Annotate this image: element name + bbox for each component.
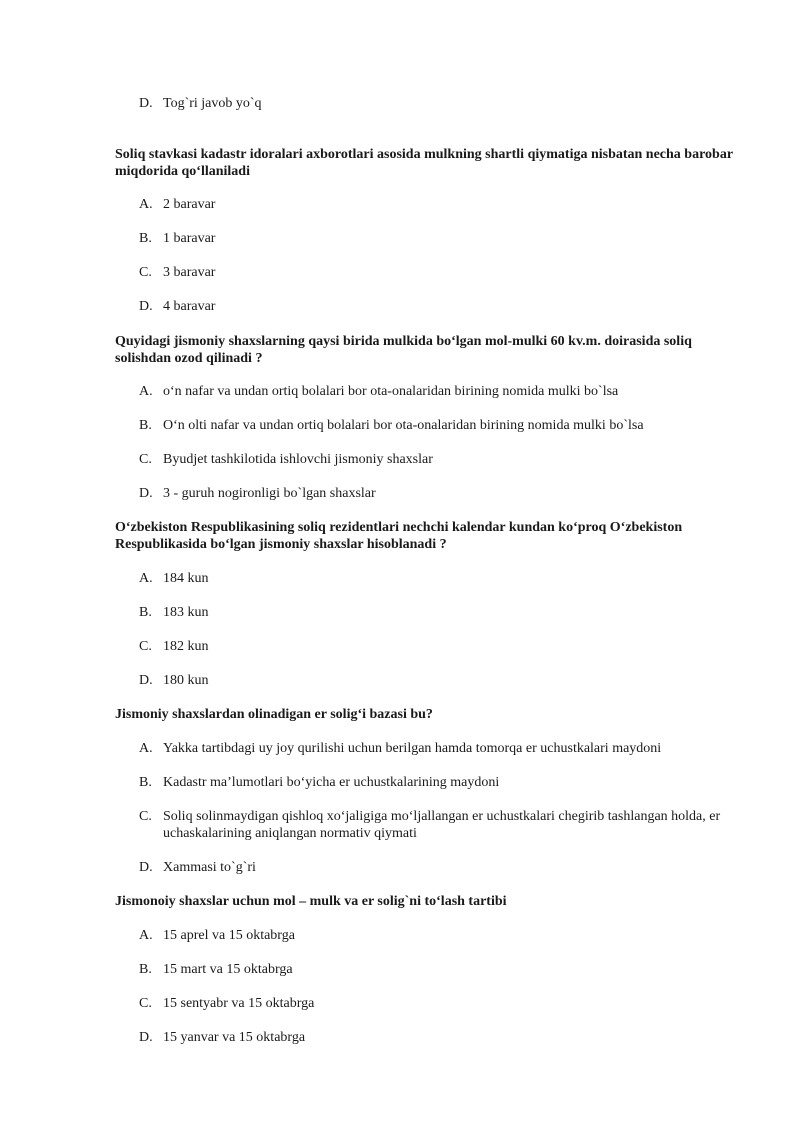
option-item xyxy=(139,451,749,468)
option-text: 15 mart va 15 oktabrga xyxy=(163,962,293,977)
option-item xyxy=(139,485,749,502)
option-item xyxy=(139,230,749,247)
option-letter: A. xyxy=(139,197,153,212)
option-letter: D. xyxy=(139,486,153,501)
question-text: O‘zbekiston Respublikasining soliq rezidentlari nechchi kalendar kundan ko‘proq O‘zbekiston Respublikasida bo‘lgan jismoniy shaxslar hisoblanadi ? xyxy=(115,520,683,552)
option-letter: A. xyxy=(139,741,153,756)
option-item xyxy=(139,570,749,587)
option-text: Byudjet tashkilotida ishlovchi jismoniy shaxslar xyxy=(163,452,433,467)
option-text: 15 yanvar va 15 oktabrga xyxy=(163,1030,306,1045)
option-letter: B. xyxy=(139,418,152,433)
option-text: O‘n olti nafar va undan ortiq bolalari bor ota-onalaridan birining nomida mulki bo`lsa xyxy=(163,418,644,433)
question-text: Soliq stavkasi kadastr idoralari axborotlari asosida mulkning shartli qiymatiga nisbatan necha barobar miqdorida qo‘llaniladi xyxy=(115,147,733,179)
option-text: 3 - guruh nogironligi bo`lgan shaxslar xyxy=(163,486,376,501)
option-letter: D. xyxy=(139,96,153,111)
option-letter: A. xyxy=(139,384,153,399)
option-text: Xammasi to`g`ri xyxy=(163,860,256,875)
question-text: Jismoniy shaxslardan olinadigan er solig‘i bazasi bu? xyxy=(115,707,433,722)
option-item xyxy=(139,298,749,315)
option-letter: B. xyxy=(139,962,152,977)
option-text: o‘n nafar va undan ortiq bolalari bor ota-onalaridan birining nomida mulki bo`lsa xyxy=(163,384,619,399)
option-text: Soliq solinmaydigan qishloq xo‘jaligiga mo‘ljallangan er uchustkalari chegirib tashlangan holda, er uchaskalarining aniqlangan normativ qiymati xyxy=(163,809,721,841)
option-text: 2 baravar xyxy=(163,197,216,212)
option-item xyxy=(139,774,749,791)
option-letter: D. xyxy=(139,1030,153,1045)
option-item xyxy=(139,196,749,213)
option-text: 182 kun xyxy=(163,639,209,654)
option-letter: B. xyxy=(139,605,152,620)
option-item xyxy=(139,264,749,281)
option-item xyxy=(139,808,749,842)
option-letter: C. xyxy=(139,809,152,824)
option-item xyxy=(139,95,749,112)
option-item xyxy=(139,417,749,434)
option-letter: A. xyxy=(139,928,153,943)
option-text: 183 kun xyxy=(163,605,209,620)
option-letter: D. xyxy=(139,673,153,688)
option-text: 1 baravar xyxy=(163,231,216,246)
option-text: 184 kun xyxy=(163,571,209,586)
question-text: Quyidagi jismoniy shaxslarning qaysi birida mulkida bo‘lgan mol-mulki 60 kv.m. doirasida soliq solishdan ozod qilinadi ? xyxy=(115,334,692,366)
option-letter: C. xyxy=(139,996,152,1011)
option-item xyxy=(139,740,749,757)
option-text: Kadastr ma’lumotlari bo‘yicha er uchustkalarining maydoni xyxy=(163,775,500,790)
option-text: 4 baravar xyxy=(163,299,216,314)
option-letter: D. xyxy=(139,860,153,875)
option-item xyxy=(139,638,749,655)
option-text: 15 sentyabr va 15 oktabrga xyxy=(163,996,315,1011)
option-item xyxy=(139,927,749,944)
option-letter: B. xyxy=(139,775,152,790)
option-letter: C. xyxy=(139,639,152,654)
option-letter: D. xyxy=(139,299,153,314)
option-item xyxy=(139,672,749,689)
option-text: 180 kun xyxy=(163,673,209,688)
option-letter: A. xyxy=(139,571,153,586)
option-item xyxy=(139,961,749,978)
question-text: Jismonoiy shaxslar uchun mol – mulk va er solig`ni to‘lash tartibi xyxy=(115,894,507,909)
option-item xyxy=(139,1029,749,1046)
option-letter: C. xyxy=(139,265,152,280)
option-item xyxy=(139,995,749,1012)
option-text: Tog`ri javob yo`q xyxy=(163,96,262,111)
option-text: 15 aprel va 15 oktabrga xyxy=(163,928,295,943)
option-letter: C. xyxy=(139,452,152,467)
option-letter: B. xyxy=(139,231,152,246)
option-text: Yakka tartibdagi uy joy qurilishi uchun berilgan hamda tomorqa er uchustkalari maydoni xyxy=(163,741,662,756)
option-item xyxy=(139,604,749,621)
option-text: 3 baravar xyxy=(163,265,216,280)
option-item xyxy=(139,859,749,876)
option-item xyxy=(139,383,749,400)
